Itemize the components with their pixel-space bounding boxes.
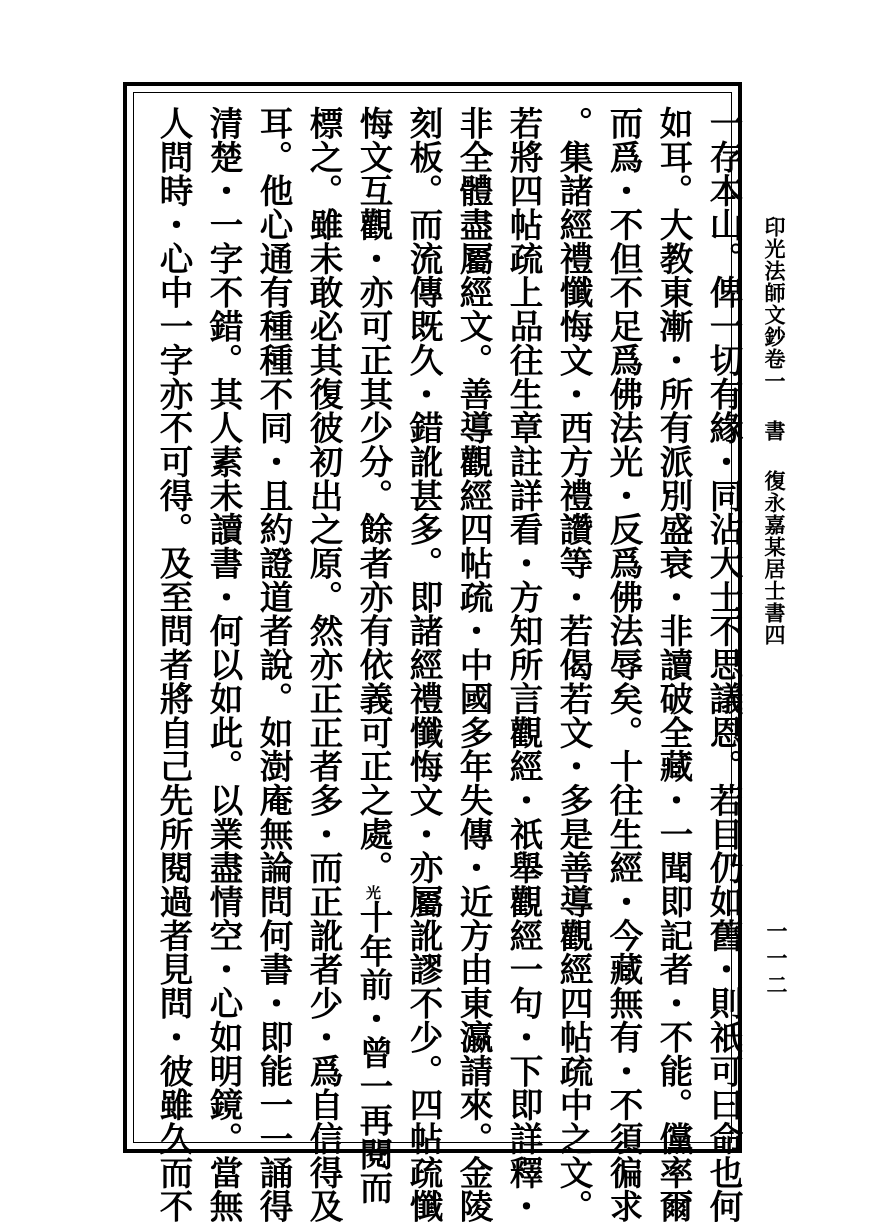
running-header xyxy=(762,216,786,646)
text-column-9: 標之。雖未敢必其復彼初出之原。然亦正正者多・而正訛者少・爲自信得及 xyxy=(304,106,343,1224)
text-column-10: 耳。他心通有種種不同・且約證道者說。如澍庵無論問何書・即能一一誦得 xyxy=(254,106,293,1224)
column-8-text: 悔文互觀・亦可正其少分。餘者亦有依義可正之處。 xyxy=(354,106,393,885)
column-8-tail: 十年前・曾一再閱而 xyxy=(354,899,393,1205)
text-column-7: 刻板。而流傳既久・錯訛甚多。即諸經禮懺悔文・亦屬訛謬不少。四帖疏懺 xyxy=(404,106,443,1224)
text-column-1: 一存本山。俾一切有緣・同沾大士不思議恩。若目仍如舊・則祇可曰命也何 xyxy=(704,106,743,1224)
text-column-11: 清楚・一字不錯。其人素未讀書・何以如此。以業盡情空・心如明鏡。當無 xyxy=(204,106,243,1224)
section-label: 書 xyxy=(762,420,787,442)
text-column-5: 若將四帖疏上品往生章註詳看・方知所言觀經・祇舉觀經一句・下即詳釋・ xyxy=(504,106,543,1224)
text-column-6: 非全體盡屬經文。善導觀經四帖疏・中國多年失傳・近方由東瀛請來。金陵 xyxy=(454,106,493,1224)
book-title: 印光法師文鈔卷一 xyxy=(762,216,787,392)
text-column-12: 人問時・心中一字亦不可得。及至問者將自己先所閱過者見問・彼雖久而不 xyxy=(154,106,193,1224)
page-number: 一一二 xyxy=(764,920,789,1001)
letter-title: 復永嘉某居士書四 xyxy=(762,470,787,646)
self-reference-note: 光 xyxy=(364,884,382,900)
text-column-4: 。集諸經禮懺悔文・西方禮讚等・若偈若文・多是善導觀經四帖疏中之文。 xyxy=(554,106,593,1224)
text-column-8 xyxy=(355,106,391,1205)
text-column-2: 如耳。大教東漸・所有派別盛衰・非讀破全藏・一聞即記者・不能。儻率爾 xyxy=(654,106,693,1224)
text-column-3: 而爲・不但不足爲佛法光・反爲佛法辱矣。十往生經・今藏無有・不須徧求 xyxy=(604,106,643,1224)
